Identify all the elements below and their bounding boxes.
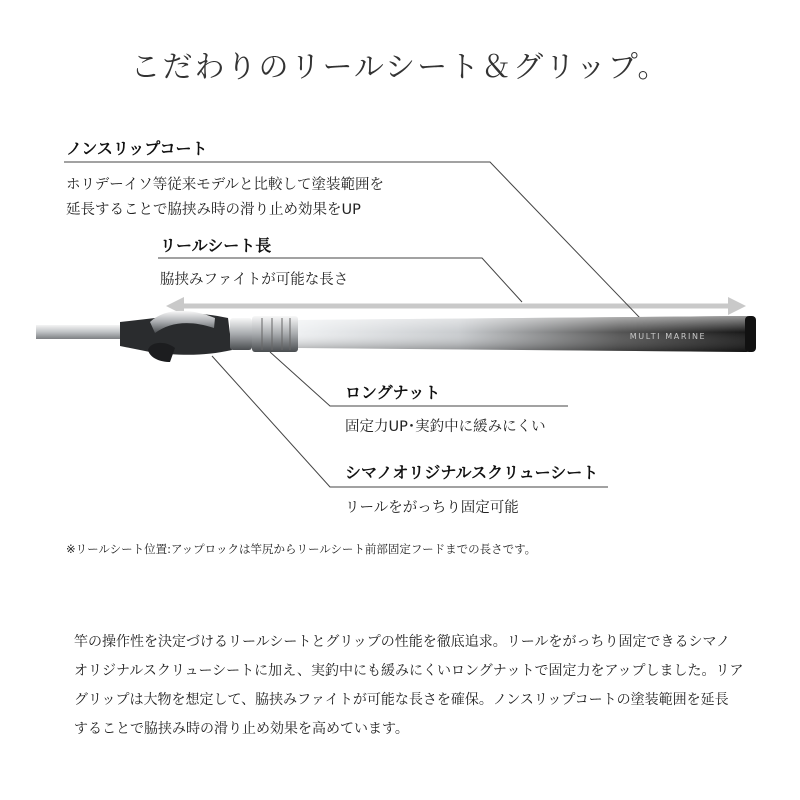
nonslip-line-1: ホリデーイソ等従来モデルと比較して塗装範囲を bbox=[66, 177, 384, 193]
description-paragraph bbox=[74, 628, 754, 744]
paragraph-line-2: オリジナルスクリューシートに加え、実釣中にも緩みにくいロングナットで固定力をアップしました。リア bbox=[74, 663, 744, 679]
length-arrow bbox=[166, 297, 746, 315]
nonslip-line-2: 延長することで脇挟み時の滑り止め効果をUP bbox=[66, 202, 361, 218]
nonslip-text bbox=[66, 173, 384, 223]
screw-seat-heading: シマノオリジナルスクリューシート bbox=[345, 463, 599, 482]
seat-length-line-1: 脇挟みファイトが可能な長さ bbox=[160, 272, 349, 288]
paragraph-line-3: グリップは大物を想定して、脇挟みファイトが可能な長さを確保。ノンスリップコートの塗装範囲を延長 bbox=[74, 692, 729, 708]
rod-label: MULTI MARINE bbox=[629, 332, 707, 341]
footnote: ※リールシート位置:アップロックは竿尻からリールシート前部固定フードまでの長さです。 bbox=[66, 542, 537, 556]
nonslip-heading: ノンスリップコート bbox=[66, 139, 208, 158]
page-title: こだわりのリールシート＆グリップ。 bbox=[130, 50, 670, 85]
screw-seat-line-1: リールをがっちり固定可能 bbox=[345, 500, 519, 516]
paragraph-line-1: 竿の操作性を決定づけるリールシートとグリップの性能を徹底追求。リールをがっちり固定できるシマノ bbox=[74, 634, 731, 650]
seat-length-heading: リールシート長 bbox=[160, 236, 272, 255]
long-nut-heading: ロングナット bbox=[345, 383, 441, 402]
long-nut-line-1: 固定力UP･実釣中に緩みにくい bbox=[345, 419, 546, 435]
paragraph-line-4: することで脇挟み時の滑り止め効果を高めています。 bbox=[74, 721, 409, 737]
